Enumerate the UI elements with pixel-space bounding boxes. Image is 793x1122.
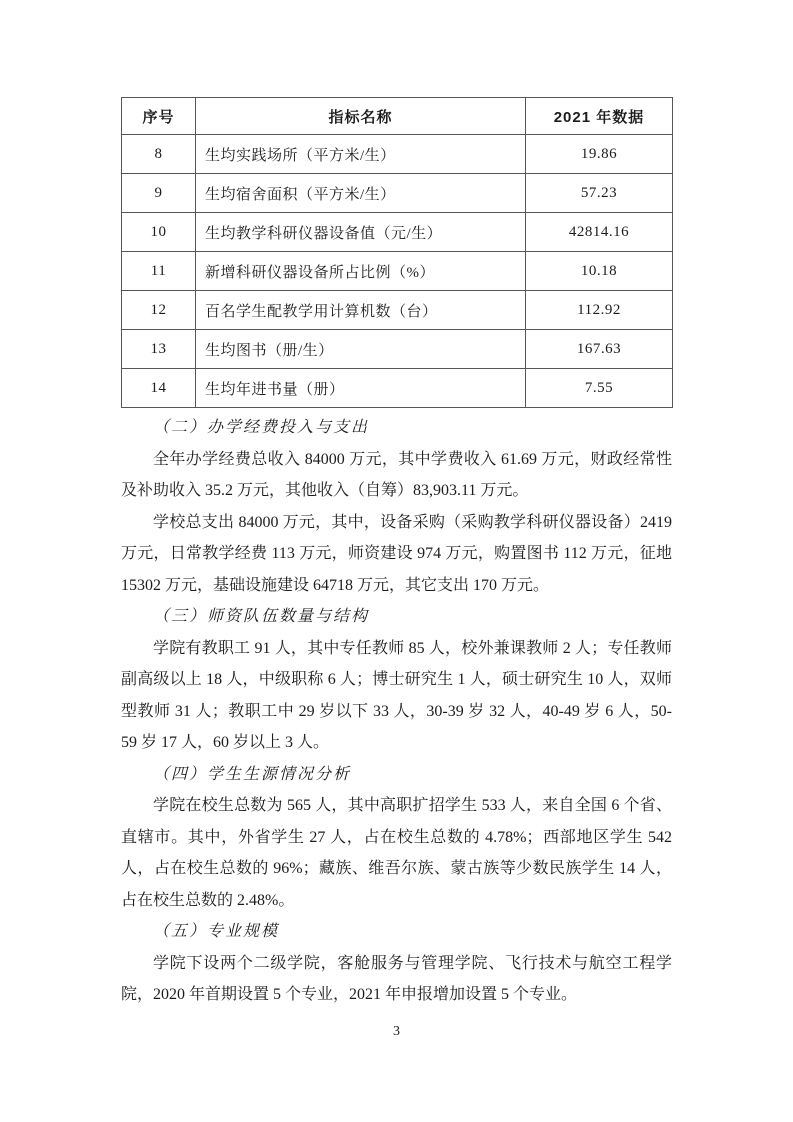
cell-indicator: 百名学生配教学用计算机数（台） bbox=[196, 291, 526, 330]
cell-serial: 8 bbox=[122, 135, 196, 174]
cell-serial: 13 bbox=[122, 330, 196, 369]
cell-value: 167.63 bbox=[526, 330, 673, 369]
table-row bbox=[122, 135, 673, 174]
cell-serial: 9 bbox=[122, 174, 196, 213]
header-cell-serial: 序号 bbox=[122, 98, 196, 135]
section-funding bbox=[121, 412, 672, 601]
section-students bbox=[121, 759, 672, 917]
body-paragraph: 全年办学经费总收入 84000 万元，其中学费收入 61.69 万元，财政经常性及补助收入 35.2 万元，其他收入（自筹）83,903.11 万元。 bbox=[121, 450, 672, 499]
header-cell-indicator: 指标名称 bbox=[196, 98, 526, 135]
cell-value: 42814.16 bbox=[526, 213, 673, 252]
table-row bbox=[122, 291, 673, 330]
cell-value: 19.86 bbox=[526, 135, 673, 174]
page-number: 3 bbox=[393, 1024, 400, 1039]
table-row bbox=[122, 252, 673, 291]
section-heading: （四）学生生源情况分析 bbox=[153, 765, 352, 783]
cell-indicator: 生均实践场所（平方米/生） bbox=[196, 135, 526, 174]
body-paragraph: 学院有教职工 91 人，其中专任教师 85 人，校外兼课教师 2 人；专任教师副高级以上 18 人，中级职称 6 人；博士研究生 1 人，硕士研究生 10 人，双师型教师 31 人；教职工中 29 岁以下 33 人，30-39 岁 32 人，40-49 岁 6 人，50-59 岁 17 人，60 岁以上 3 人。 bbox=[121, 639, 672, 751]
section-heading: （二）办学经费投入与支出 bbox=[153, 419, 370, 436]
table-row bbox=[122, 330, 673, 369]
cell-serial: 11 bbox=[122, 252, 196, 291]
header-cell-2021-data: 2021 年数据 bbox=[526, 98, 673, 135]
cell-indicator: 新增科研仪器设备所占比例（%） bbox=[196, 252, 526, 291]
body-paragraph: 学校总支出 84000 万元，其中，设备采购（采购教学科研仪器设备）2419 万元，日常教学经费 113 万元，师资建设 974 万元，购置图书 112 万元，征地 15302 万元，基础设施建设 64718 万元，其它支出 170 万元。 bbox=[121, 513, 672, 594]
cell-serial: 14 bbox=[122, 369, 196, 408]
cell-indicator: 生均年进书量（册） bbox=[196, 369, 526, 408]
cell-serial: 12 bbox=[122, 291, 196, 330]
cell-value: 10.18 bbox=[526, 252, 673, 291]
indicators-table bbox=[121, 97, 673, 408]
table-header-row bbox=[122, 98, 673, 135]
table-row bbox=[122, 369, 673, 408]
cell-serial: 10 bbox=[122, 213, 196, 252]
body-paragraph: 学院下设两个二级学院，客舱服务与管理学院、飞行技术与航空工程学院，2020 年首期设置 5 个专业，2021 年申报增加设置 5 个专业。 bbox=[121, 954, 672, 1003]
cell-indicator: 生均图书（册/生） bbox=[196, 330, 526, 369]
section-faculty bbox=[121, 601, 672, 759]
body-content bbox=[121, 412, 672, 1011]
body-paragraph: 学院在校生总数为 565 人，其中高职扩招学生 533 人，来自全国 6 个省、直辖市。其中，外省学生 27 人，占在校生总数的 4.78%；西部地区学生 542 人，占在校生总数的 96%；藏族、维吾尔族、蒙古族等少数民族学生 14 人，占在校生总数的 2.48%。 bbox=[121, 797, 672, 909]
table-row bbox=[122, 174, 673, 213]
section-heading: （三）师资队伍数量与结构 bbox=[153, 608, 370, 625]
section-majors bbox=[121, 916, 672, 1011]
cell-indicator: 生均宿舍面积（平方米/生） bbox=[196, 174, 526, 213]
cell-value: 112.92 bbox=[526, 291, 673, 330]
cell-value: 57.23 bbox=[526, 174, 673, 213]
section-heading: （五）专业规模 bbox=[153, 923, 280, 940]
cell-indicator: 生均教学科研仪器设备值（元/生） bbox=[196, 213, 526, 252]
cell-value: 7.55 bbox=[526, 369, 673, 408]
table-row bbox=[122, 213, 673, 252]
